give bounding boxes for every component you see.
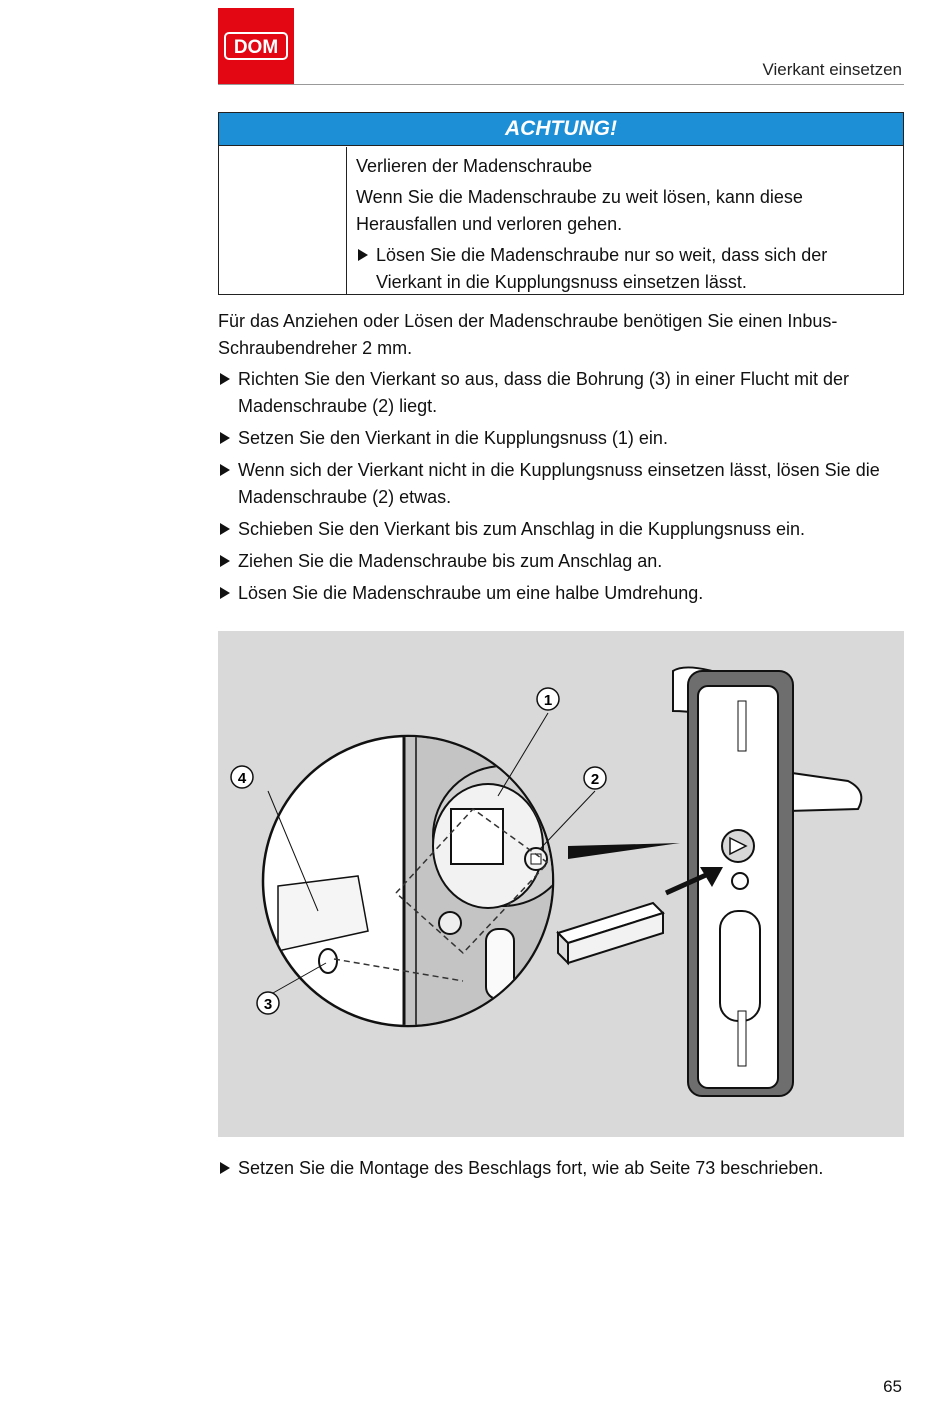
warning-box: [218, 112, 904, 295]
dom-logo: [218, 8, 294, 84]
bullet-arrow-icon: [220, 432, 230, 444]
svg-text:DOM: DOM: [233, 37, 279, 58]
illustration-drawing: [218, 631, 904, 1137]
warning-heading: ACHTUNG!: [219, 113, 903, 146]
callout-2: [584, 767, 606, 789]
warning-action-text: Lösen Sie die Madenschraube nur so weit, dass sich der Vierkant in die Kupplungsnuss einsetzen lässt.: [376, 245, 828, 292]
callout-4: [231, 766, 253, 788]
step-item: [218, 516, 908, 543]
svg-text:4: 4: [237, 770, 247, 787]
callout-3: [257, 992, 279, 1014]
callout-1: [537, 688, 559, 710]
step-item: [218, 457, 908, 511]
bullet-arrow-icon: [220, 523, 230, 535]
warning-text: Wenn Sie die Madenschraube zu weit lösen, kann diese Herausfallen und verloren gehen.: [356, 187, 803, 234]
bullet-arrow-icon: [220, 464, 230, 476]
bullet-arrow-icon: [220, 1162, 230, 1174]
final-step: [218, 1155, 908, 1182]
dom-logo-mark: [224, 32, 288, 60]
step-list: [218, 366, 908, 612]
step-text: Schieben Sie den Vierkant bis zum Anschlag in die Kupplungsnuss ein.: [238, 519, 806, 539]
svg-text:1: 1: [543, 692, 553, 709]
warning-title: Verlieren der Madenschraube: [356, 156, 593, 176]
svg-text:3: 3: [263, 996, 273, 1013]
installation-illustration: [218, 631, 904, 1137]
step-text: Setzen Sie die Montage des Beschlags fort, wie ab Seite 73 beschrieben.: [238, 1158, 824, 1178]
step-text: Lösen Sie die Madenschraube um eine halbe Umdrehung.: [238, 583, 704, 603]
step-item: [218, 548, 908, 575]
step-text: Ziehen Sie die Madenschraube bis zum Anschlag an.: [238, 551, 663, 571]
header-divider: [218, 84, 904, 85]
step-item: [218, 425, 908, 452]
page-number: 65: [883, 1377, 902, 1396]
intro-paragraph: Für das Anziehen oder Lösen der Madenschraube benötigen Sie einen Inbus-Schraubendreher 2 mm.: [218, 311, 838, 358]
warning-body: [219, 147, 903, 294]
step-item: [218, 580, 908, 607]
step-item: [218, 1155, 908, 1182]
section-title: Vierkant einsetzen: [762, 60, 902, 79]
bullet-arrow-icon: [220, 555, 230, 567]
svg-text:2: 2: [590, 771, 600, 788]
warning-action: [356, 242, 893, 296]
warning-text-cell: [356, 153, 893, 300]
bullet-arrow-icon: [220, 373, 230, 385]
step-text: Setzen Sie den Vierkant in die Kupplungsnuss (1) ein.: [238, 428, 668, 448]
step-text: Richten Sie den Vierkant so aus, dass die Bohrung (3) in einer Flucht mit der Madenschraube (2) liegt.: [238, 369, 849, 416]
step-item: [218, 366, 908, 420]
bullet-arrow-icon: [220, 587, 230, 599]
step-text: Wenn sich der Vierkant nicht in die Kupplungsnuss einsetzen lässt, lösen Sie die Madenschraube (2) etwas.: [238, 460, 880, 507]
bullet-arrow-icon: [358, 249, 368, 261]
warning-symbol-cell: [219, 147, 347, 294]
